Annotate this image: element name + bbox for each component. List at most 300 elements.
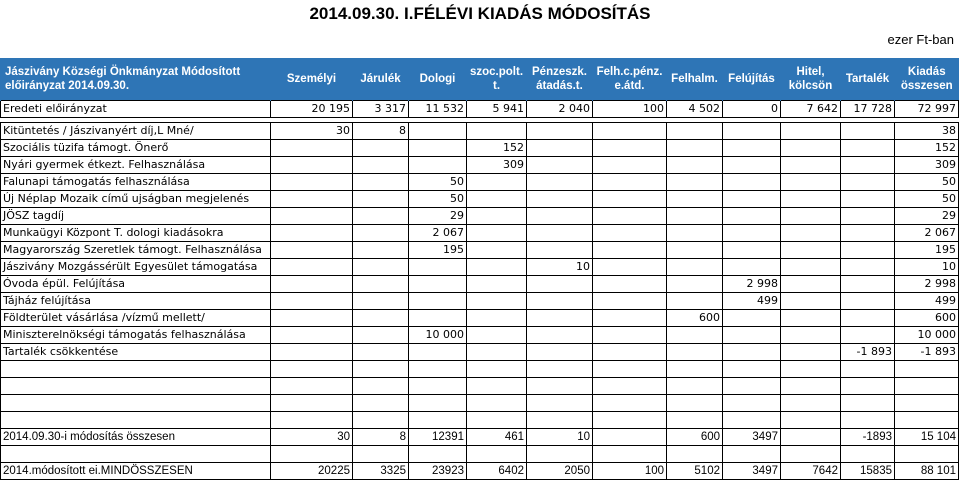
empty-row <box>1 361 959 378</box>
cell-value <box>667 123 723 140</box>
cell-value: 152 <box>467 140 527 157</box>
cell-value: 195 <box>895 242 959 259</box>
row-label: Szociális tüzifa támogt. Önerő <box>1 140 271 157</box>
cell-value: 8 <box>353 123 409 140</box>
cell-value <box>667 225 723 242</box>
cell-value <box>841 140 895 157</box>
cell-value <box>781 276 841 293</box>
empty-cell <box>1 412 271 429</box>
cell-value: -1 893 <box>895 344 959 361</box>
empty-cell <box>895 361 959 378</box>
header-col: Tartalék <box>841 58 895 101</box>
cell-value <box>409 293 467 310</box>
empty-row <box>1 412 959 429</box>
cell-value <box>723 327 781 344</box>
cell-value <box>593 276 667 293</box>
original-appropriation-row <box>1 101 959 118</box>
empty-cell <box>723 361 781 378</box>
row-label: Miniszterelnökségi támogatás felhasználása <box>1 327 271 344</box>
cell-value: 23923 <box>409 463 467 480</box>
header-col: Felh.c.pénz. e.átd. <box>593 58 667 101</box>
cell-value <box>271 242 353 259</box>
empty-cell <box>1 361 271 378</box>
cell-value: 461 <box>467 429 527 446</box>
header-col: Dologi <box>409 58 467 101</box>
cell-value <box>527 242 593 259</box>
empty-cell <box>271 412 353 429</box>
cell-value: 38 <box>895 123 959 140</box>
cell-value: 309 <box>895 157 959 174</box>
empty-cell <box>841 395 895 412</box>
empty-cell <box>467 378 527 395</box>
empty-cell <box>467 446 527 463</box>
modification-row <box>1 225 959 242</box>
cell-value <box>409 310 467 327</box>
row-label: Új Néplap Mozaik című ujságban megjelenés <box>1 191 271 208</box>
cell-value <box>781 123 841 140</box>
cell-value <box>593 225 667 242</box>
cell-value <box>667 157 723 174</box>
cell-value <box>353 242 409 259</box>
cell-value <box>781 191 841 208</box>
modification-row <box>1 293 959 310</box>
row-label: Eredeti előirányzat <box>1 101 271 118</box>
cell-value: 2050 <box>527 463 593 480</box>
empty-cell <box>667 378 723 395</box>
cell-value <box>841 208 895 225</box>
empty-cell <box>353 395 409 412</box>
cell-value: 8 <box>353 429 409 446</box>
empty-cell <box>409 446 467 463</box>
cell-value <box>723 140 781 157</box>
row-label: Jászivány Mozgássérült Egyesület támogatása <box>1 259 271 276</box>
empty-cell <box>271 446 353 463</box>
cell-value <box>353 191 409 208</box>
cell-value <box>593 123 667 140</box>
cell-value: 2 067 <box>895 225 959 242</box>
cell-value: 499 <box>723 293 781 310</box>
header-col: Hitel, kölcsön <box>781 58 841 101</box>
cell-value <box>781 293 841 310</box>
empty-cell <box>271 361 353 378</box>
cell-value: 50 <box>895 174 959 191</box>
cell-value: 10 <box>527 429 593 446</box>
modification-row <box>1 208 959 225</box>
modification-row <box>1 174 959 191</box>
cell-value <box>527 225 593 242</box>
cell-value <box>723 310 781 327</box>
cell-value <box>841 276 895 293</box>
cell-value <box>527 293 593 310</box>
empty-cell <box>1 378 271 395</box>
cell-value: -1 893 <box>841 344 895 361</box>
row-label: Magyarország Szeretlek támogt. Felhasználása <box>1 242 271 259</box>
cell-value <box>353 344 409 361</box>
row-label: Tartalék csökkentése <box>1 344 271 361</box>
cell-value <box>841 191 895 208</box>
cell-value: 600 <box>667 429 723 446</box>
cell-value: 3325 <box>353 463 409 480</box>
cell-value <box>353 276 409 293</box>
cell-value <box>527 276 593 293</box>
cell-value: 5102 <box>667 463 723 480</box>
cell-value: 3 317 <box>353 101 409 118</box>
cell-value <box>467 327 527 344</box>
cell-value <box>593 191 667 208</box>
cell-value <box>841 225 895 242</box>
cell-value <box>667 174 723 191</box>
row-label: Munkaügyi Központ T. dologi kiadásokra <box>1 225 271 242</box>
cell-value <box>593 327 667 344</box>
cell-value <box>841 123 895 140</box>
modification-row <box>1 344 959 361</box>
row-label: Földterület vásárlása /vízmű mellett/ <box>1 310 271 327</box>
cell-value <box>271 310 353 327</box>
unit-label: ezer Ft-ban <box>887 32 954 47</box>
cell-value <box>667 208 723 225</box>
cell-value: 20 195 <box>271 101 353 118</box>
cell-value <box>271 157 353 174</box>
empty-cell <box>593 361 667 378</box>
cell-value: 2 040 <box>527 101 593 118</box>
empty-row <box>1 378 959 395</box>
cell-value <box>527 310 593 327</box>
cell-value <box>271 344 353 361</box>
cell-value <box>353 157 409 174</box>
cell-value <box>527 174 593 191</box>
cell-value <box>781 174 841 191</box>
header-col: Pénzeszk. átadás.t. <box>527 58 593 101</box>
cell-value <box>467 242 527 259</box>
cell-value: 30 <box>271 429 353 446</box>
cell-value <box>667 259 723 276</box>
cell-value <box>467 208 527 225</box>
empty-cell <box>527 395 593 412</box>
cell-value <box>667 191 723 208</box>
cell-value <box>781 310 841 327</box>
empty-cell <box>841 446 895 463</box>
cell-value <box>841 293 895 310</box>
cell-value: 72 997 <box>895 101 959 118</box>
empty-cell <box>667 412 723 429</box>
cell-value <box>781 208 841 225</box>
row-label: Falunapi támogatás felhasználása <box>1 174 271 191</box>
row-label: Óvoda épül. Felújítása <box>1 276 271 293</box>
cell-value: -1893 <box>841 429 895 446</box>
empty-cell <box>1 446 271 463</box>
cell-value <box>593 429 667 446</box>
cell-value <box>271 259 353 276</box>
grand-total-row <box>1 463 959 480</box>
empty-cell <box>667 395 723 412</box>
cell-value: 3497 <box>723 463 781 480</box>
cell-value: 2 998 <box>895 276 959 293</box>
cell-value <box>467 259 527 276</box>
cell-value <box>723 208 781 225</box>
modification-row <box>1 123 959 140</box>
cell-value <box>593 242 667 259</box>
cell-value: 12391 <box>409 429 467 446</box>
empty-cell <box>723 412 781 429</box>
cell-value <box>667 327 723 344</box>
empty-cell <box>781 378 841 395</box>
cell-value <box>667 276 723 293</box>
empty-cell <box>781 395 841 412</box>
row-label: JÖSZ tagdíj <box>1 208 271 225</box>
header-col: Járulék <box>353 58 409 101</box>
empty-cell <box>467 361 527 378</box>
empty-cell <box>271 378 353 395</box>
cell-value <box>723 225 781 242</box>
empty-cell <box>593 395 667 412</box>
empty-row <box>1 446 959 463</box>
empty-cell <box>353 361 409 378</box>
modification-row <box>1 242 959 259</box>
cell-value <box>271 191 353 208</box>
cell-value: 7 642 <box>781 101 841 118</box>
row-label: Nyári gyermek étkezt. Felhasználása <box>1 157 271 174</box>
cell-value: 4 502 <box>667 101 723 118</box>
cell-value <box>409 276 467 293</box>
cell-value <box>409 140 467 157</box>
cell-value <box>723 123 781 140</box>
cell-value <box>593 140 667 157</box>
cell-value <box>841 310 895 327</box>
cell-value <box>781 259 841 276</box>
cell-value <box>467 310 527 327</box>
cell-value <box>409 123 467 140</box>
cell-value <box>353 225 409 242</box>
cell-value <box>723 259 781 276</box>
header-col: Felhalm. <box>667 58 723 101</box>
empty-cell <box>527 378 593 395</box>
cell-value: 152 <box>895 140 959 157</box>
cell-value <box>467 191 527 208</box>
cell-value <box>467 293 527 310</box>
cell-value: 10 000 <box>895 327 959 344</box>
cell-value <box>667 344 723 361</box>
cell-value: 499 <box>895 293 959 310</box>
cell-value <box>467 344 527 361</box>
cell-value <box>723 242 781 259</box>
cell-value <box>271 208 353 225</box>
cell-value <box>781 225 841 242</box>
cell-value: 10 <box>527 259 593 276</box>
cell-value: 2 067 <box>409 225 467 242</box>
cell-value <box>527 140 593 157</box>
empty-cell <box>895 446 959 463</box>
empty-row <box>1 395 959 412</box>
cell-value <box>353 174 409 191</box>
empty-cell <box>409 412 467 429</box>
cell-value: 600 <box>895 310 959 327</box>
cell-value <box>353 208 409 225</box>
cell-value: 30 <box>271 123 353 140</box>
modification-row <box>1 310 959 327</box>
cell-value <box>723 157 781 174</box>
cell-value: 20225 <box>271 463 353 480</box>
cell-value <box>667 293 723 310</box>
cell-value <box>467 276 527 293</box>
cell-value <box>841 327 895 344</box>
cell-value <box>527 344 593 361</box>
cell-value: 15 104 <box>895 429 959 446</box>
empty-cell <box>409 395 467 412</box>
cell-value: 7642 <box>781 463 841 480</box>
cell-value <box>409 259 467 276</box>
empty-cell <box>841 378 895 395</box>
cell-value <box>271 293 353 310</box>
modification-row <box>1 259 959 276</box>
empty-cell <box>593 446 667 463</box>
cell-value <box>593 174 667 191</box>
cell-value: 0 <box>723 101 781 118</box>
empty-cell <box>467 395 527 412</box>
modification-total-row <box>1 429 959 446</box>
empty-cell <box>593 412 667 429</box>
cell-value <box>527 327 593 344</box>
cell-value <box>353 327 409 344</box>
row-label: 2014.módosított ei.MINDÖSSZESEN <box>1 463 271 480</box>
cell-value: 6402 <box>467 463 527 480</box>
empty-cell <box>895 412 959 429</box>
cell-value <box>353 140 409 157</box>
empty-cell <box>467 412 527 429</box>
cell-value <box>353 259 409 276</box>
empty-cell <box>723 378 781 395</box>
cell-value <box>667 242 723 259</box>
cell-value: 50 <box>895 191 959 208</box>
cell-value <box>593 157 667 174</box>
empty-cell <box>593 378 667 395</box>
header-col: szoc.polt. t. <box>467 58 527 101</box>
cell-value: 100 <box>593 101 667 118</box>
empty-cell <box>781 412 841 429</box>
row-label: 2014.09.30-i módosítás összesen <box>1 429 271 446</box>
cell-value <box>667 140 723 157</box>
header-col: Felújítás <box>723 58 781 101</box>
cell-value: 88 101 <box>895 463 959 480</box>
modification-row <box>1 140 959 157</box>
modification-row <box>1 276 959 293</box>
cell-value <box>841 259 895 276</box>
row-label: Kitüntetés / Jászivanyért díj,L Mné/ <box>1 123 271 140</box>
cell-value <box>527 157 593 174</box>
header-col: Személyi <box>271 58 353 101</box>
cell-value: 10 000 <box>409 327 467 344</box>
empty-cell <box>895 378 959 395</box>
cell-value <box>271 140 353 157</box>
cell-value <box>781 344 841 361</box>
empty-cell <box>527 361 593 378</box>
cell-value <box>527 191 593 208</box>
cell-value <box>353 310 409 327</box>
cell-value: 309 <box>467 157 527 174</box>
cell-value <box>723 344 781 361</box>
cell-value: 3497 <box>723 429 781 446</box>
empty-cell <box>271 395 353 412</box>
cell-value <box>409 344 467 361</box>
cell-value <box>271 174 353 191</box>
cell-value: 195 <box>409 242 467 259</box>
cell-value: 5 941 <box>467 101 527 118</box>
cell-value <box>527 123 593 140</box>
empty-cell <box>723 395 781 412</box>
empty-cell <box>353 378 409 395</box>
empty-cell <box>409 378 467 395</box>
cell-value <box>841 174 895 191</box>
cell-value <box>593 293 667 310</box>
cell-value <box>467 123 527 140</box>
cell-value <box>781 140 841 157</box>
cell-value <box>781 327 841 344</box>
cell-value <box>467 225 527 242</box>
cell-value: 29 <box>895 208 959 225</box>
cell-value <box>271 327 353 344</box>
empty-cell <box>781 446 841 463</box>
cell-value <box>781 429 841 446</box>
cell-value <box>271 225 353 242</box>
cell-value: 29 <box>409 208 467 225</box>
cell-value <box>409 157 467 174</box>
empty-cell <box>1 395 271 412</box>
cell-value: 2 998 <box>723 276 781 293</box>
cell-value: 17 728 <box>841 101 895 118</box>
header-col: Kiadás összesen <box>895 58 959 101</box>
empty-cell <box>409 361 467 378</box>
cell-value <box>271 276 353 293</box>
cell-value: 600 <box>667 310 723 327</box>
row-label: Tájház felújítása <box>1 293 271 310</box>
cell-value <box>723 174 781 191</box>
header-row <box>1 58 959 101</box>
cell-value <box>593 344 667 361</box>
cell-value <box>841 242 895 259</box>
cell-value <box>467 174 527 191</box>
modification-row <box>1 327 959 344</box>
empty-cell <box>895 395 959 412</box>
cell-value <box>781 242 841 259</box>
cell-value <box>593 259 667 276</box>
empty-cell <box>841 361 895 378</box>
expenditure-modification-table <box>0 58 959 480</box>
modification-row <box>1 157 959 174</box>
cell-value <box>527 208 593 225</box>
empty-cell <box>841 412 895 429</box>
empty-cell <box>353 446 409 463</box>
cell-value <box>841 157 895 174</box>
modification-row <box>1 191 959 208</box>
cell-value <box>593 208 667 225</box>
header-first: Jászivány Községi Önkmányzat Módosított előirányzat 2014.09.30. <box>1 58 271 101</box>
page-title: 2014.09.30. I.FÉLÉVI KIADÁS MÓDOSÍTÁS <box>309 4 651 23</box>
cell-value <box>723 191 781 208</box>
empty-cell <box>667 361 723 378</box>
cell-value: 10 <box>895 259 959 276</box>
empty-cell <box>527 446 593 463</box>
empty-cell <box>667 446 723 463</box>
cell-value: 15835 <box>841 463 895 480</box>
cell-value <box>353 293 409 310</box>
cell-value: 100 <box>593 463 667 480</box>
cell-value <box>781 157 841 174</box>
cell-value: 50 <box>409 191 467 208</box>
empty-cell <box>723 446 781 463</box>
cell-value: 50 <box>409 174 467 191</box>
empty-cell <box>353 412 409 429</box>
cell-value: 11 532 <box>409 101 467 118</box>
empty-cell <box>781 361 841 378</box>
